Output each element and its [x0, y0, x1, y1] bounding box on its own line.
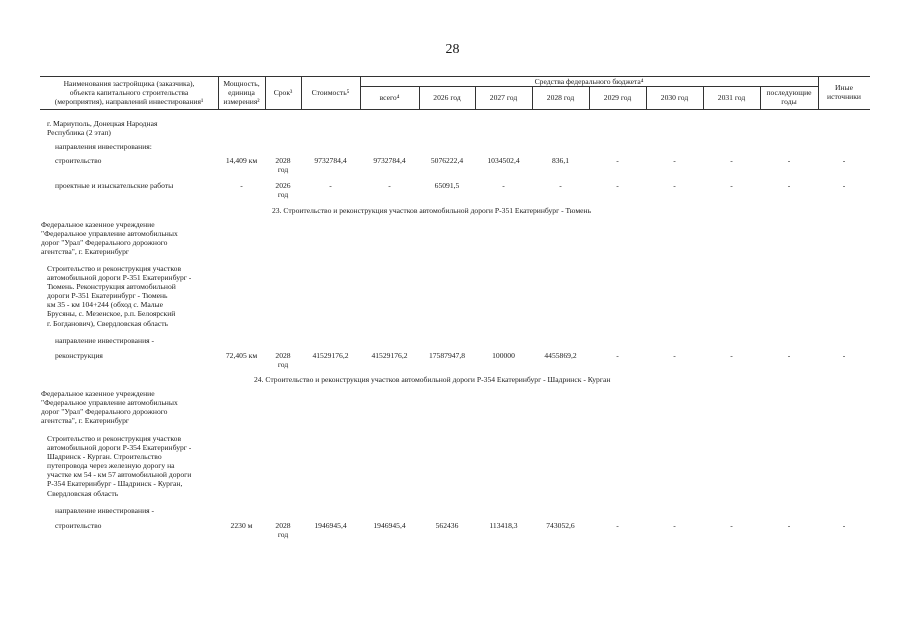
row-name: проектные и изыскательские работы	[55, 181, 174, 190]
header-col-term: Срок³	[273, 88, 293, 97]
row-2027: 113418,3	[489, 521, 518, 530]
row-2030: -	[673, 181, 676, 190]
row-next: -	[787, 351, 791, 360]
row-other: -	[842, 156, 846, 165]
row-capacity: -	[240, 181, 243, 190]
row-2030: -	[673, 156, 676, 165]
row-2026: 5076222,4	[430, 156, 464, 165]
header-col-2027: 2027 год	[489, 93, 518, 102]
row-2027: 1034502,4	[487, 156, 520, 165]
row-2030: -	[673, 521, 676, 530]
row-2026: 17587947,8	[428, 351, 466, 360]
row-term: 2028 год	[275, 521, 291, 540]
row-2031: -	[730, 181, 733, 190]
row-other: -	[842, 521, 846, 530]
row-cost: 1946945,4	[314, 521, 347, 530]
row-cost: 41529176,2	[312, 351, 349, 360]
row-next: -	[787, 181, 791, 190]
row-cost: 9732784,4	[314, 156, 347, 165]
row-2029: -	[616, 181, 619, 190]
row-2031: -	[730, 156, 733, 165]
customer-name: Федеральное казенное учреждение "Федеральное управление автомобильных дорог "Урал" Федерального дорожного агентства", г. Екатеринбург	[41, 220, 178, 257]
header-col-name: Наименования застройщика (заказчика), объекта капитального строительства (мероприятия), направлений инвестирования¹	[54, 79, 204, 106]
object-name: Строительство и реконструкция участков автомобильной дороги Р-354 Екатеринбург - Шадринск - Курган. Строительство путепровода через железную дорогу на участке км 54 - км 57 автомобильной дороги Р-354 Екатеринбург - Шадринск - Курган, Свердловская область	[47, 434, 192, 498]
row-total: 41529176,2	[371, 351, 408, 360]
row-2029: -	[616, 351, 619, 360]
row-2026: 65091,5	[434, 181, 460, 190]
investment-direction: направление инвестирования -	[55, 506, 155, 515]
row-capacity: 72,405 км	[225, 351, 258, 360]
row-2029: -	[616, 521, 619, 530]
row-2028: -	[559, 181, 562, 190]
section-title: 23. Строительство и реконструкция участков автомобильной дороги Р-351 Екатеринбург - Тюмень	[272, 206, 592, 215]
row-next: -	[787, 521, 791, 530]
row-next: -	[787, 156, 791, 165]
row-name: реконструкция	[55, 351, 103, 360]
row-other: -	[842, 351, 846, 360]
row-2030: -	[673, 351, 676, 360]
header-col-2029: 2029 год	[603, 93, 632, 102]
header-col-next: последующие годы	[766, 88, 812, 106]
row-capacity: 14,409 км	[225, 156, 258, 165]
row-2026: 562436	[435, 521, 459, 530]
header-col-capacity: Мощность, единица измерения²	[223, 79, 260, 106]
row-capacity: 2230 м	[230, 521, 253, 530]
header-col-other: Иные источники	[827, 83, 861, 101]
header-bottom-border	[40, 109, 870, 110]
row-name: строительство	[55, 156, 102, 165]
header-col-2026: 2026 год	[433, 93, 461, 102]
page-number: 28	[445, 42, 460, 57]
row-name: строительство	[55, 521, 102, 530]
header-col-2028: 2028 год	[546, 93, 575, 102]
header-col-2031: 2031 год	[717, 93, 746, 102]
header-col-total: всего⁴	[379, 93, 400, 102]
object-name: г. Мариуполь, Донецкая Народная Республика (2 этап)	[47, 119, 158, 138]
row-2031: -	[730, 521, 733, 530]
row-2029: -	[616, 156, 619, 165]
row-2028: 4455869,2	[544, 351, 577, 360]
row-2028: 743052,6	[546, 521, 575, 530]
row-2028: 836,1	[551, 156, 570, 165]
row-term: 2028 год	[275, 156, 291, 175]
row-total: 9732784,4	[373, 156, 406, 165]
row-2027: 100000	[492, 351, 515, 360]
row-term: 2028 год	[275, 351, 291, 370]
row-other: -	[842, 181, 846, 190]
row-2027: -	[502, 181, 505, 190]
row-2031: -	[730, 351, 733, 360]
header-col-2030: 2030 год	[660, 93, 689, 102]
row-total: -	[388, 181, 391, 190]
row-total: 1946945,4	[373, 521, 406, 530]
investment-direction: направление инвестирования -	[55, 336, 155, 345]
row-cost: -	[329, 181, 332, 190]
section-title: 24. Строительство и реконструкция участков автомобильной дороги Р-354 Екатеринбург - Шадринск - Курган	[254, 375, 611, 384]
header-federal-budget: Средства федерального бюджета⁴	[534, 77, 644, 86]
investment-direction: направления инвестирования:	[55, 142, 152, 151]
object-name: Строительство и реконструкция участков автомобильной дороги Р-351 Екатеринбург - Тюмень. Реконструкция автомобильной дороги Р-351 Екатеринбург - Тюмень км 35 - км 104+244 (обход с. Малые Брусяны, с. Мезенское, р.п. Белоярский г. Богданович), Свердловская область	[47, 264, 192, 328]
row-term: 2026 год	[275, 181, 291, 200]
customer-name: Федеральное казенное учреждение "Федеральное управление автомобильных дорог "Урал" Федерального дорожного агентства", г. Екатеринбург	[41, 389, 178, 426]
header-col-cost: Стоимость⁵	[311, 88, 350, 97]
